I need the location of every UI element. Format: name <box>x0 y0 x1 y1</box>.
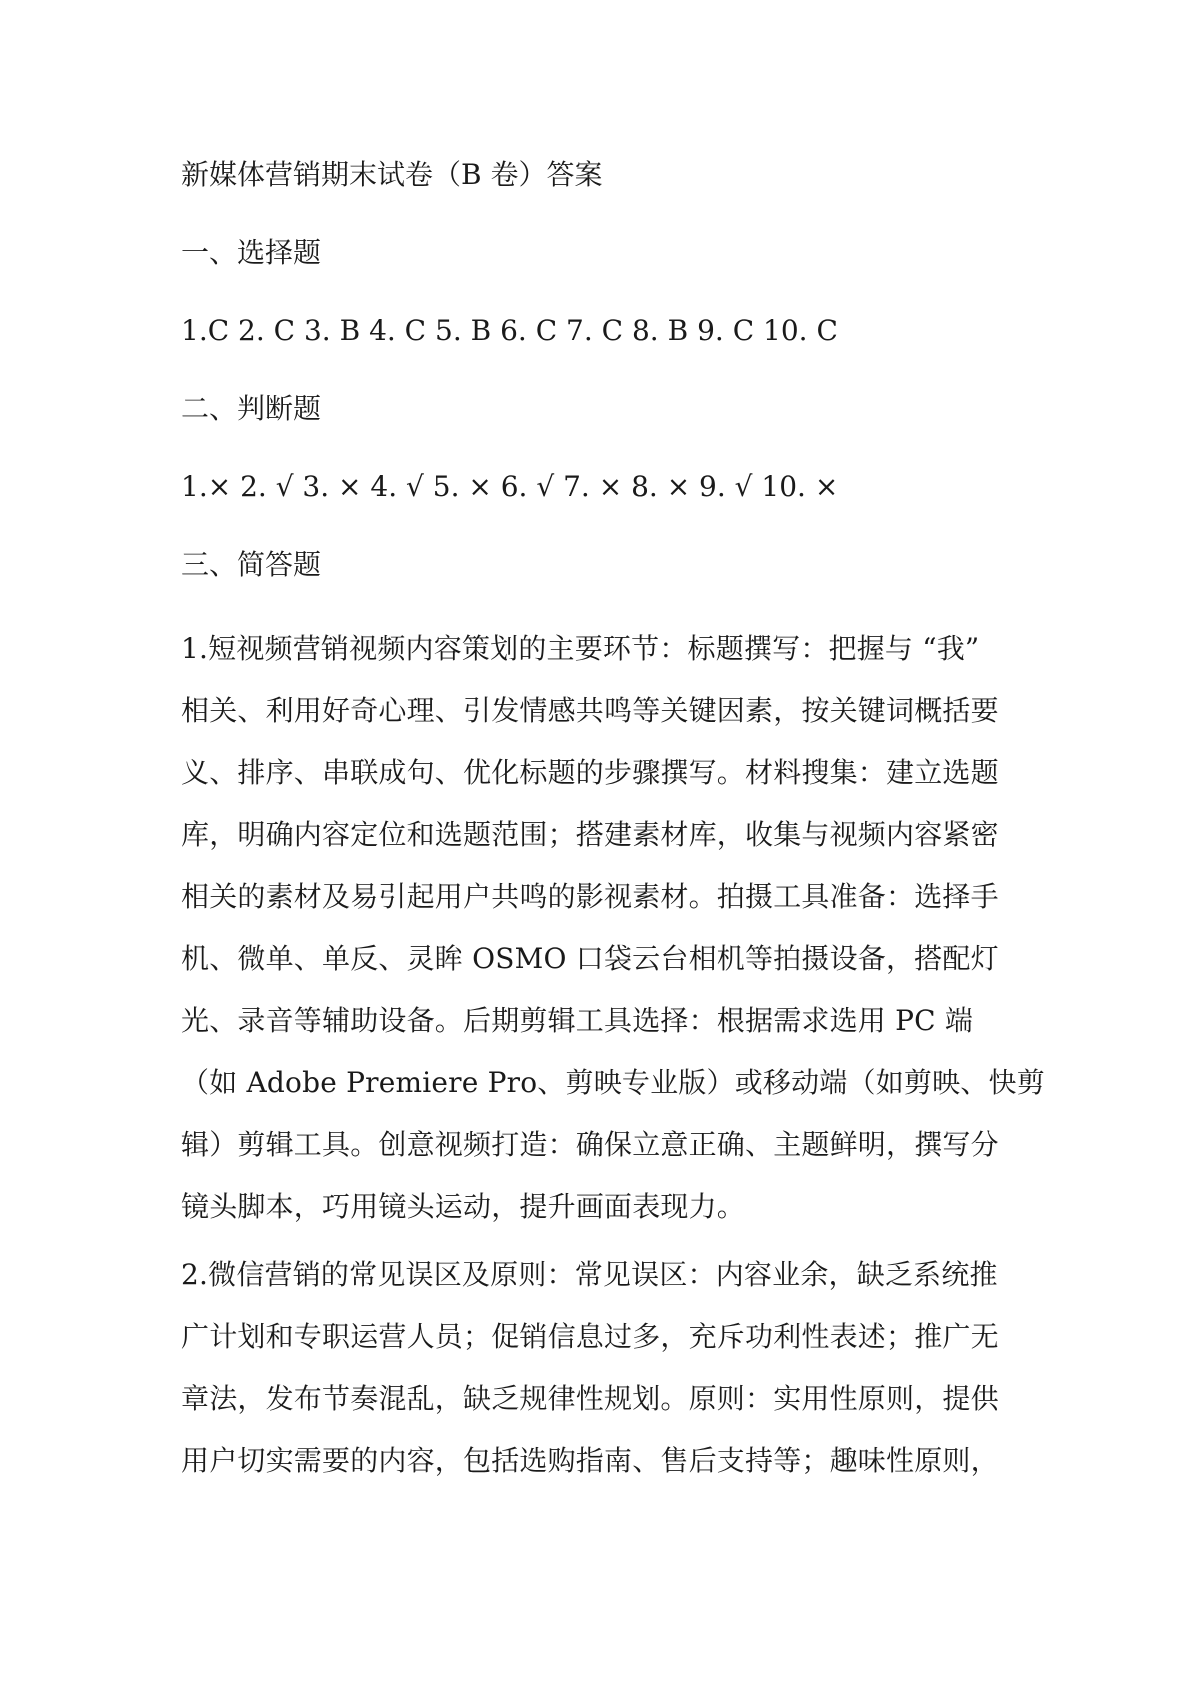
multiple-choice-answers: 1.C 2. C 3. B 4. C 5. B 6. C 7. C 8. B 9. C 10. C <box>181 314 838 347</box>
paragraph-line: （如 Adobe Premiere Pro、剪映专业版）或移动端（如剪映、快剪 <box>181 1066 1045 1099</box>
paragraph-line: 广计划和专职运营人员；促销信息过多，充斥功利性表述；推广无 <box>181 1320 999 1353</box>
paragraph-line: 辑）剪辑工具。创意视频打造：确保立意正确、主题鲜明，撰写分 <box>181 1128 999 1161</box>
paragraph-line: 用户切实需要的内容，包括选购指南、售后支持等；趣味性原则， <box>181 1444 999 1477</box>
true-false-answers: 1.× 2. √ 3. × 4. √ 5. × 6. √ 7. × 8. × 9. √ 10. × <box>181 470 839 503</box>
paragraph-line: 相关、利用好奇心理、引发情感共鸣等关键因素，按关键词概括要 <box>181 694 999 727</box>
paragraph-line: 1.短视频营销视频内容策划的主要环节：标题撰写：把握与 “我” <box>181 632 980 665</box>
paragraph-line: 库，明确内容定位和选题范围；搭建素材库，收集与视频内容紧密 <box>181 818 999 851</box>
short-answer-1 <box>181 618 1045 1238</box>
section-heading-short-answer: 三、简答题 <box>181 548 322 581</box>
paragraph-line: 2.微信营销的常见误区及原则：常见误区：内容业余，缺乏系统推 <box>181 1258 998 1291</box>
paragraph-line: 相关的素材及易引起用户共鸣的影视素材。拍摄工具准备：选择手 <box>181 880 999 913</box>
paragraph-line: 章法，发布节奏混乱，缺乏规律性规划。原则：实用性原则，提供 <box>181 1382 999 1415</box>
document-title: 新媒体营销期末试卷（B 卷）答案 <box>181 158 603 191</box>
document-body <box>181 150 1045 1498</box>
paragraph-line: 镜头脚本，巧用镜头运动，提升画面表现力。 <box>181 1190 746 1223</box>
section-heading-multiple-choice: 一、选择题 <box>181 236 322 269</box>
paragraph-line: 机、微单、单反、灵眸 OSMO 口袋云台相机等拍摄设备，搭配灯 <box>181 942 999 975</box>
section-heading-true-false: 二、判断题 <box>181 392 322 425</box>
short-answer-2 <box>181 1244 1021 1492</box>
paragraph-line: 光、录音等辅助设备。后期剪辑工具选择：根据需求选用 PC 端 <box>181 1004 974 1037</box>
paragraph-line: 义、排序、串联成句、优化标题的步骤撰写。材料搜集：建立选题 <box>181 756 999 789</box>
